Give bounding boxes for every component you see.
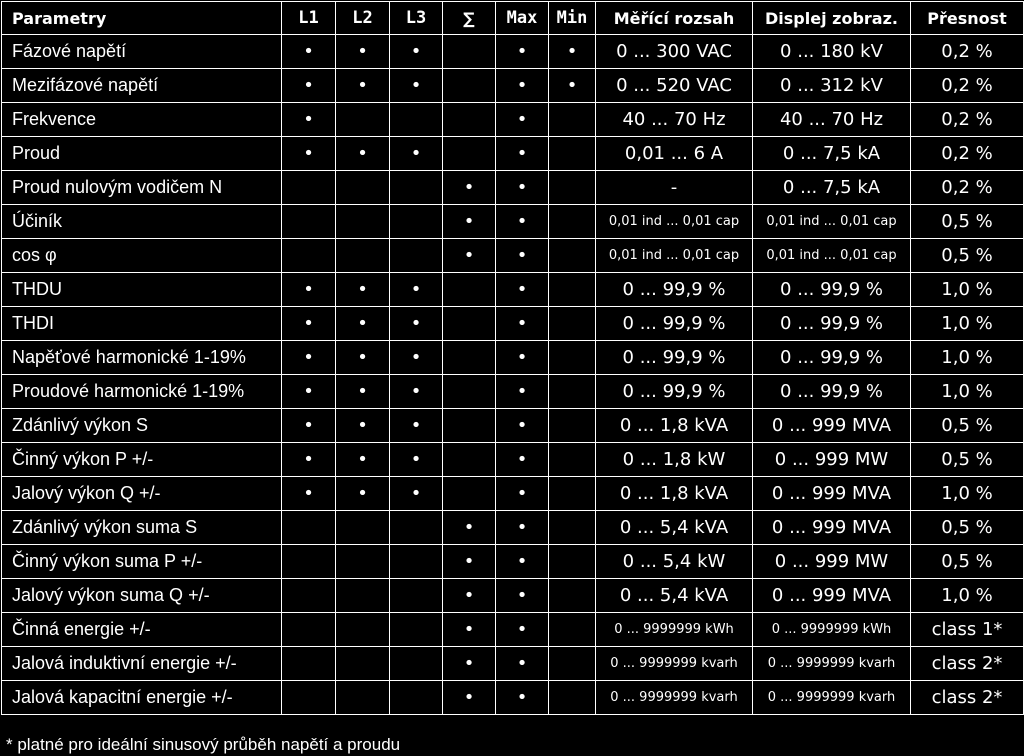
cell-min — [549, 647, 596, 681]
cell-min — [549, 341, 596, 375]
accuracy: 1,0 % — [911, 341, 1024, 375]
header-max: Max — [496, 2, 549, 35]
cell-l3 — [390, 511, 443, 545]
cell-l1 — [282, 137, 336, 171]
measuring-range: 0 ... 520 VAC — [596, 69, 753, 103]
cell-l1 — [282, 205, 336, 239]
table-row — [2, 307, 1024, 341]
parameter-name: THDU — [2, 273, 282, 307]
cell-l3 — [390, 443, 443, 477]
header-min: Min — [549, 2, 596, 35]
cell-min — [549, 239, 596, 273]
cell-max — [496, 579, 549, 613]
display-range: 0 ... 999 MVA — [753, 409, 911, 443]
cell-l1 — [282, 613, 336, 647]
bullet-icon: • — [303, 381, 314, 402]
cell-max — [496, 647, 549, 681]
display-range: 0 ... 9999999 kvarh — [753, 647, 911, 681]
cell-l2 — [336, 443, 390, 477]
cell-min — [549, 69, 596, 103]
cell-l3 — [390, 35, 443, 69]
accuracy: 0,5 % — [911, 205, 1024, 239]
table-row — [2, 647, 1024, 681]
measuring-range: 0 ... 300 VAC — [596, 35, 753, 69]
bullet-icon: • — [463, 585, 475, 606]
parameter-name: Proud — [2, 137, 282, 171]
accuracy: 0,2 % — [911, 171, 1024, 205]
cell-l1 — [282, 511, 336, 545]
parameter-name: Činný výkon P +/- — [2, 443, 282, 477]
cell-l2 — [336, 477, 390, 511]
bullet-icon: • — [516, 517, 528, 538]
cell-l3 — [390, 647, 443, 681]
accuracy: class 1* — [911, 613, 1024, 647]
bullet-icon: • — [463, 517, 475, 538]
bullet-icon: • — [410, 449, 422, 470]
cell-l1 — [282, 69, 336, 103]
cell-sum — [443, 307, 496, 341]
measuring-range: 0 ... 1,8 kVA — [596, 409, 753, 443]
cell-sum — [443, 613, 496, 647]
cell-l3 — [390, 545, 443, 579]
parameter-name: cos φ — [2, 239, 282, 273]
bullet-icon: • — [303, 449, 314, 470]
cell-sum — [443, 35, 496, 69]
cell-max — [496, 341, 549, 375]
parameter-name: Jalová kapacitní energie +/- — [2, 681, 282, 715]
parameter-name: Jalová induktivní energie +/- — [2, 647, 282, 681]
cell-sum — [443, 477, 496, 511]
table-row — [2, 273, 1024, 307]
measuring-range: 0 ... 1,8 kW — [596, 443, 753, 477]
bullet-icon: • — [357, 279, 368, 300]
bullet-icon: • — [516, 245, 528, 266]
measuring-range: 0 ... 5,4 kW — [596, 545, 753, 579]
bullet-icon: • — [303, 313, 314, 334]
cell-l3 — [390, 341, 443, 375]
footnote: * platné pro ideální sinusový průběh napětí a proudu — [6, 735, 401, 754]
cell-min — [549, 375, 596, 409]
cell-max — [496, 681, 549, 715]
bullet-icon: • — [410, 381, 422, 402]
table-row — [2, 103, 1024, 137]
accuracy: 0,2 % — [911, 103, 1024, 137]
cell-l2 — [336, 681, 390, 715]
accuracy: 0,2 % — [911, 69, 1024, 103]
cell-sum — [443, 239, 496, 273]
cell-min — [549, 545, 596, 579]
cell-l2 — [336, 103, 390, 137]
cell-sum — [443, 205, 496, 239]
bullet-icon: • — [463, 687, 475, 708]
table-row — [2, 511, 1024, 545]
cell-max — [496, 171, 549, 205]
bullet-icon: • — [463, 619, 475, 640]
cell-l2 — [336, 511, 390, 545]
parameter-name: Proud nulovým vodičem N — [2, 171, 282, 205]
cell-l2 — [336, 579, 390, 613]
table-row — [2, 137, 1024, 171]
cell-l2 — [336, 273, 390, 307]
parameter-name: Činný výkon suma P +/- — [2, 545, 282, 579]
cell-l3 — [390, 69, 443, 103]
measuring-range: 0 ... 99,9 % — [596, 307, 753, 341]
parameter-name: Činná energie +/- — [2, 613, 282, 647]
display-range: 0,01 ind ... 0,01 cap — [753, 205, 911, 239]
cell-max — [496, 613, 549, 647]
cell-l3 — [390, 239, 443, 273]
cell-sum — [443, 545, 496, 579]
accuracy: 1,0 % — [911, 375, 1024, 409]
cell-l2 — [336, 341, 390, 375]
bullet-icon: • — [303, 347, 314, 368]
cell-l3 — [390, 477, 443, 511]
table-row — [2, 681, 1024, 715]
measuring-range: 0 ... 99,9 % — [596, 341, 753, 375]
display-range: 0 ... 9999999 kvarh — [753, 681, 911, 715]
cell-max — [496, 137, 549, 171]
cell-sum — [443, 69, 496, 103]
bullet-icon: • — [410, 347, 422, 368]
cell-l3 — [390, 681, 443, 715]
cell-l3 — [390, 579, 443, 613]
bullet-icon: • — [357, 347, 368, 368]
display-range: 0 ... 9999999 kWh — [753, 613, 911, 647]
cell-l1 — [282, 307, 336, 341]
bullet-icon: • — [357, 75, 368, 96]
cell-min — [549, 409, 596, 443]
measuring-range: 40 ... 70 Hz — [596, 103, 753, 137]
header-display: Displej zobraz. — [753, 2, 911, 35]
cell-l3 — [390, 375, 443, 409]
measuring-range: 0 ... 1,8 kVA — [596, 477, 753, 511]
table-row — [2, 35, 1024, 69]
parameter-name: Proudové harmonické 1-19% — [2, 375, 282, 409]
accuracy: 1,0 % — [911, 477, 1024, 511]
accuracy: 0,5 % — [911, 239, 1024, 273]
bullet-icon: • — [516, 653, 528, 674]
display-range: 0 ... 312 kV — [753, 69, 911, 103]
cell-l1 — [282, 443, 336, 477]
bullet-icon: • — [357, 41, 368, 62]
display-range: 0 ... 180 kV — [753, 35, 911, 69]
cell-l3 — [390, 613, 443, 647]
accuracy: class 2* — [911, 681, 1024, 715]
cell-l1 — [282, 273, 336, 307]
cell-l1 — [282, 647, 336, 681]
display-range: 0 ... 99,9 % — [753, 341, 911, 375]
cell-sum — [443, 647, 496, 681]
bullet-icon: • — [516, 415, 528, 436]
parameter-name: THDI — [2, 307, 282, 341]
cell-min — [549, 613, 596, 647]
header-l1: L1 — [282, 2, 336, 35]
cell-l3 — [390, 307, 443, 341]
accuracy: 1,0 % — [911, 307, 1024, 341]
accuracy: 0,5 % — [911, 545, 1024, 579]
accuracy: 0,5 % — [911, 409, 1024, 443]
cell-sum — [443, 443, 496, 477]
measuring-range: 0 ... 9999999 kvarh — [596, 681, 753, 715]
bullet-icon: • — [410, 313, 422, 334]
table-row — [2, 409, 1024, 443]
header-range: Měřící rozsah — [596, 2, 753, 35]
cell-sum — [443, 511, 496, 545]
cell-l2 — [336, 409, 390, 443]
cell-min — [549, 477, 596, 511]
bullet-icon: • — [303, 483, 314, 504]
measuring-range: 0 ... 9999999 kWh — [596, 613, 753, 647]
bullet-icon: • — [303, 415, 314, 436]
bullet-icon: • — [516, 381, 528, 402]
cell-max — [496, 477, 549, 511]
bullet-icon: • — [410, 143, 422, 164]
header-l3: L3 — [390, 2, 443, 35]
bullet-icon: • — [357, 143, 368, 164]
table-row — [2, 375, 1024, 409]
parameter-name: Mezifázové napětí — [2, 69, 282, 103]
cell-l3 — [390, 409, 443, 443]
bullet-icon: • — [410, 415, 422, 436]
cell-l2 — [336, 35, 390, 69]
cell-max — [496, 307, 549, 341]
measuring-range: 0 ... 5,4 kVA — [596, 511, 753, 545]
cell-l1 — [282, 35, 336, 69]
bullet-icon: • — [516, 347, 528, 368]
display-range: 0 ... 99,9 % — [753, 273, 911, 307]
bullet-icon: • — [516, 211, 528, 232]
cell-l1 — [282, 545, 336, 579]
parameter-name: Frekvence — [2, 103, 282, 137]
bullet-icon: • — [516, 551, 528, 572]
parameter-name: Účiník — [2, 205, 282, 239]
table-row — [2, 443, 1024, 477]
cell-min — [549, 273, 596, 307]
display-range: 0 ... 999 MVA — [753, 579, 911, 613]
cell-min — [549, 171, 596, 205]
bullet-icon: • — [566, 41, 578, 62]
cell-l1 — [282, 239, 336, 273]
cell-max — [496, 409, 549, 443]
cell-max — [496, 545, 549, 579]
cell-sum — [443, 171, 496, 205]
display-range: 0 ... 999 MW — [753, 545, 911, 579]
measuring-range: 0,01 ind ... 0,01 cap — [596, 205, 753, 239]
bullet-icon: • — [410, 41, 422, 62]
bullet-icon: • — [410, 279, 422, 300]
table-row — [2, 613, 1024, 647]
cell-max — [496, 375, 549, 409]
table-row — [2, 477, 1024, 511]
table-row — [2, 239, 1024, 273]
display-range: 0,01 ind ... 0,01 cap — [753, 239, 911, 273]
header-l2: L2 — [336, 2, 390, 35]
parameter-name: Zdánlivý výkon S — [2, 409, 282, 443]
display-range: 0 ... 7,5 kA — [753, 171, 911, 205]
bullet-icon: • — [516, 279, 528, 300]
bullet-icon: • — [303, 41, 314, 62]
cell-min — [549, 35, 596, 69]
table-row — [2, 205, 1024, 239]
cell-sum — [443, 137, 496, 171]
cell-l1 — [282, 171, 336, 205]
cell-sum — [443, 273, 496, 307]
accuracy: 1,0 % — [911, 273, 1024, 307]
cell-max — [496, 103, 549, 137]
bullet-icon: • — [516, 313, 528, 334]
display-range: 40 ... 70 Hz — [753, 103, 911, 137]
measuring-range: 0 ... 99,9 % — [596, 273, 753, 307]
bullet-icon: • — [410, 483, 422, 504]
cell-max — [496, 35, 549, 69]
parameter-name: Jalový výkon Q +/- — [2, 477, 282, 511]
measuring-range: 0 ... 99,9 % — [596, 375, 753, 409]
cell-min — [549, 681, 596, 715]
header-accuracy: Přesnost — [911, 2, 1024, 35]
cell-l1 — [282, 681, 336, 715]
cell-l3 — [390, 273, 443, 307]
bullet-icon: • — [463, 245, 475, 266]
bullet-icon: • — [303, 143, 314, 164]
bullet-icon: • — [303, 279, 314, 300]
cell-l2 — [336, 171, 390, 205]
accuracy: 0,2 % — [911, 35, 1024, 69]
bullet-icon: • — [357, 449, 368, 470]
cell-max — [496, 69, 549, 103]
table-header-row — [2, 2, 1024, 35]
cell-max — [496, 205, 549, 239]
cell-l1 — [282, 103, 336, 137]
cell-l2 — [336, 647, 390, 681]
bullet-icon: • — [463, 177, 475, 198]
cell-sum — [443, 103, 496, 137]
bullet-icon: • — [516, 75, 528, 96]
cell-min — [549, 137, 596, 171]
cell-max — [496, 239, 549, 273]
cell-max — [496, 511, 549, 545]
cell-l3 — [390, 103, 443, 137]
display-range: 0 ... 99,9 % — [753, 375, 911, 409]
parameter-name: Fázové napětí — [2, 35, 282, 69]
parameters-table — [1, 1, 1024, 715]
cell-min — [549, 205, 596, 239]
cell-l2 — [336, 307, 390, 341]
cell-sum — [443, 681, 496, 715]
parameter-name: Napěťové harmonické 1-19% — [2, 341, 282, 375]
display-range: 0 ... 7,5 kA — [753, 137, 911, 171]
bullet-icon: • — [357, 483, 368, 504]
measuring-range: - — [596, 171, 753, 205]
display-range: 0 ... 99,9 % — [753, 307, 911, 341]
bullet-icon: • — [463, 653, 475, 674]
accuracy: 0,5 % — [911, 511, 1024, 545]
table-row — [2, 69, 1024, 103]
measuring-range: 0 ... 5,4 kVA — [596, 579, 753, 613]
cell-l3 — [390, 137, 443, 171]
table-row — [2, 545, 1024, 579]
bullet-icon: • — [463, 551, 475, 572]
display-range: 0 ... 999 MVA — [753, 511, 911, 545]
bullet-icon: • — [303, 109, 314, 130]
cell-l1 — [282, 409, 336, 443]
bullet-icon: • — [357, 415, 368, 436]
cell-l1 — [282, 579, 336, 613]
cell-min — [549, 443, 596, 477]
bullet-icon: • — [516, 483, 528, 504]
cell-min — [549, 103, 596, 137]
bullet-icon: • — [410, 75, 422, 96]
cell-l2 — [336, 69, 390, 103]
display-range: 0 ... 999 MW — [753, 443, 911, 477]
table-body — [2, 35, 1024, 715]
cell-l2 — [336, 545, 390, 579]
cell-l2 — [336, 613, 390, 647]
accuracy: 0,5 % — [911, 443, 1024, 477]
measuring-range: 0,01 ind ... 0,01 cap — [596, 239, 753, 273]
accuracy: 0,2 % — [911, 137, 1024, 171]
bullet-icon: • — [516, 143, 528, 164]
cell-sum — [443, 375, 496, 409]
display-range: 0 ... 999 MVA — [753, 477, 911, 511]
parameter-name: Jalový výkon suma Q +/- — [2, 579, 282, 613]
cell-l3 — [390, 171, 443, 205]
cell-l1 — [282, 477, 336, 511]
cell-sum — [443, 579, 496, 613]
accuracy: 1,0 % — [911, 579, 1024, 613]
cell-l2 — [336, 239, 390, 273]
cell-l2 — [336, 205, 390, 239]
header-parametry: Parametry — [2, 2, 282, 35]
cell-l3 — [390, 205, 443, 239]
header-sum: ∑ — [443, 2, 496, 35]
accuracy: class 2* — [911, 647, 1024, 681]
bullet-icon: • — [516, 109, 528, 130]
bullet-icon: • — [516, 687, 528, 708]
cell-l1 — [282, 375, 336, 409]
measuring-range: 0 ... 9999999 kvarh — [596, 647, 753, 681]
bullet-icon: • — [303, 75, 314, 96]
cell-max — [496, 273, 549, 307]
cell-l1 — [282, 341, 336, 375]
bullet-icon: • — [566, 75, 578, 96]
table-row — [2, 579, 1024, 613]
bullet-icon: • — [516, 619, 528, 640]
cell-max — [496, 443, 549, 477]
cell-l2 — [336, 375, 390, 409]
cell-sum — [443, 409, 496, 443]
cell-min — [549, 307, 596, 341]
bullet-icon: • — [516, 585, 528, 606]
measuring-range: 0,01 ... 6 A — [596, 137, 753, 171]
cell-min — [549, 579, 596, 613]
table-row — [2, 171, 1024, 205]
cell-sum — [443, 341, 496, 375]
cell-min — [549, 511, 596, 545]
bullet-icon: • — [516, 177, 528, 198]
bullet-icon: • — [463, 211, 475, 232]
bullet-icon: • — [357, 381, 368, 402]
bullet-icon: • — [516, 41, 528, 62]
bullet-icon: • — [357, 313, 368, 334]
parameter-name: Zdánlivý výkon suma S — [2, 511, 282, 545]
bullet-icon: • — [516, 449, 528, 470]
cell-l2 — [336, 137, 390, 171]
table-row — [2, 341, 1024, 375]
